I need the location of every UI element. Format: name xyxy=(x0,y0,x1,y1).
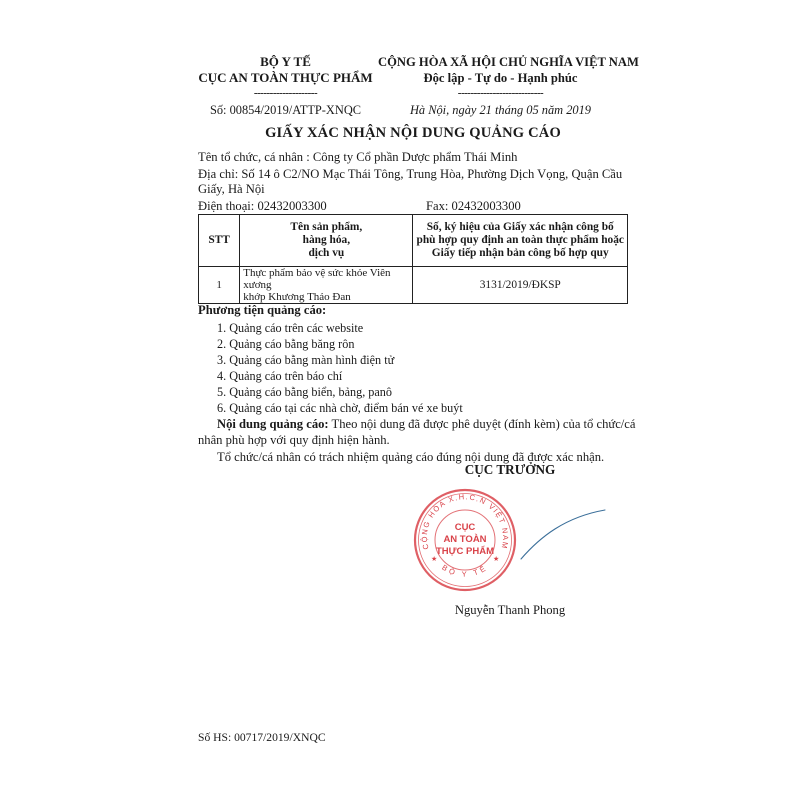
header-right-separator: --------------------------- xyxy=(457,87,544,99)
list-item: 3. Quảng cáo bằng màn hình điện tử xyxy=(217,353,395,367)
official-stamp-icon xyxy=(413,488,517,592)
signature-stroke-icon xyxy=(515,505,610,565)
header-stt: STT xyxy=(199,215,240,267)
header-product-name: Tên sản phẩm, hàng hóa, dịch vụ xyxy=(240,215,413,267)
row-certificate-number: 3131/2019/ĐKSP xyxy=(413,267,628,304)
content-paragraph xyxy=(217,416,635,432)
signer-name: Nguyễn Thanh Phong xyxy=(454,603,566,617)
document-title: GIẤY XÁC NHẬN NỘI DUNG QUẢNG CÁO xyxy=(265,125,561,141)
product-table xyxy=(198,214,628,304)
content-text-line1: Theo nội dung đã được phê duyệt (đính kèm) của tổ chức/cá xyxy=(328,417,636,431)
list-item: 4. Quảng cáo trên báo chí xyxy=(217,369,343,383)
list-item: 2. Quảng cáo bằng băng rôn xyxy=(217,337,355,351)
applicant-name: Tên tổ chức, cá nhân : Công ty Cổ phần Dược phẩm Thái Minh xyxy=(198,150,518,164)
media-heading: Phương tiện quảng cáo: xyxy=(198,303,327,317)
list-item: 6. Quảng cáo tại các nhà chờ, điểm bán vé xe buýt xyxy=(217,401,463,415)
header-certificate-number: Số, ký hiệu của Giấy xác nhận công bố phù hợp quy định an toàn thực phẩm hoặc Giấy tiếp nhận bản công bố hợp quy xyxy=(413,215,628,267)
content-label: Nội dung quảng cáo: xyxy=(217,417,329,431)
applicant-address-line2: Giấy, Hà Nội xyxy=(198,182,265,196)
issuing-authority-block xyxy=(198,54,373,118)
ministry-name: BỘ Y TẾ xyxy=(260,54,311,69)
svg-text:AN TOÀN: AN TOÀN xyxy=(443,534,487,545)
svg-text:★: ★ xyxy=(431,555,438,563)
svg-text:CỤC: CỤC xyxy=(454,522,476,533)
svg-text:BỘ Y TẾ: BỘ Y TẾ xyxy=(440,562,490,579)
signer-position: CỤC TRƯỞNG xyxy=(464,462,556,477)
list-item: 5. Quảng cáo bằng biển, bảng, panô xyxy=(217,385,392,399)
table-header-row xyxy=(199,215,628,267)
content-text-line2: nhân phù hợp với quy định hiện hành. xyxy=(198,433,390,447)
row-stt: 1 xyxy=(199,267,240,304)
svg-text:CỘNG HÒA X.H.C.N VIỆT NAM: CỘNG HÒA X.H.C.N VIỆT NAM xyxy=(419,492,511,551)
header-left-separator: -------------------- xyxy=(253,87,318,99)
applicant-address-line1: Địa chỉ: Số 14 ô C2/NO Mạc Thái Tông, Trung Hòa, Phường Dịch Vọng, Quận Cầu xyxy=(198,167,623,181)
row-product-name: Thực phẩm bảo vệ sức khỏe Viên xương khớp Khương Thảo Đan xyxy=(240,267,413,304)
svg-text:★: ★ xyxy=(493,555,500,563)
document-number: Số: 00854/2019/ATTP-XNQC xyxy=(209,103,362,117)
media-list xyxy=(217,320,463,416)
national-motto: Độc lập - Tự do - Hạnh phúc xyxy=(423,71,578,85)
svg-text:THỰC PHẨM: THỰC PHẨM xyxy=(435,546,495,557)
applicant-phone: Điện thoại: 02432003300 xyxy=(198,199,327,213)
table-row xyxy=(199,267,628,304)
place-and-date: Hà Nội, ngày 21 tháng 05 năm 2019 xyxy=(409,103,592,117)
file-number: Số HS: 00717/2019/XNQC xyxy=(198,731,326,744)
department-name: CỤC AN TOÀN THỰC PHẨM xyxy=(198,70,373,85)
list-item: 1. Quảng cáo trên các website xyxy=(217,321,364,335)
country-name: CỘNG HÒA XÃ HỘI CHỦ NGHĨA VIỆT NAM xyxy=(378,55,639,69)
national-header-block xyxy=(378,54,639,118)
responsibility-statement: Tổ chức/cá nhân có trách nhiệm quảng cáo đúng nội dung đã được xác nhận. xyxy=(217,450,605,464)
applicant-fax: Fax: 02432003300 xyxy=(426,199,521,213)
